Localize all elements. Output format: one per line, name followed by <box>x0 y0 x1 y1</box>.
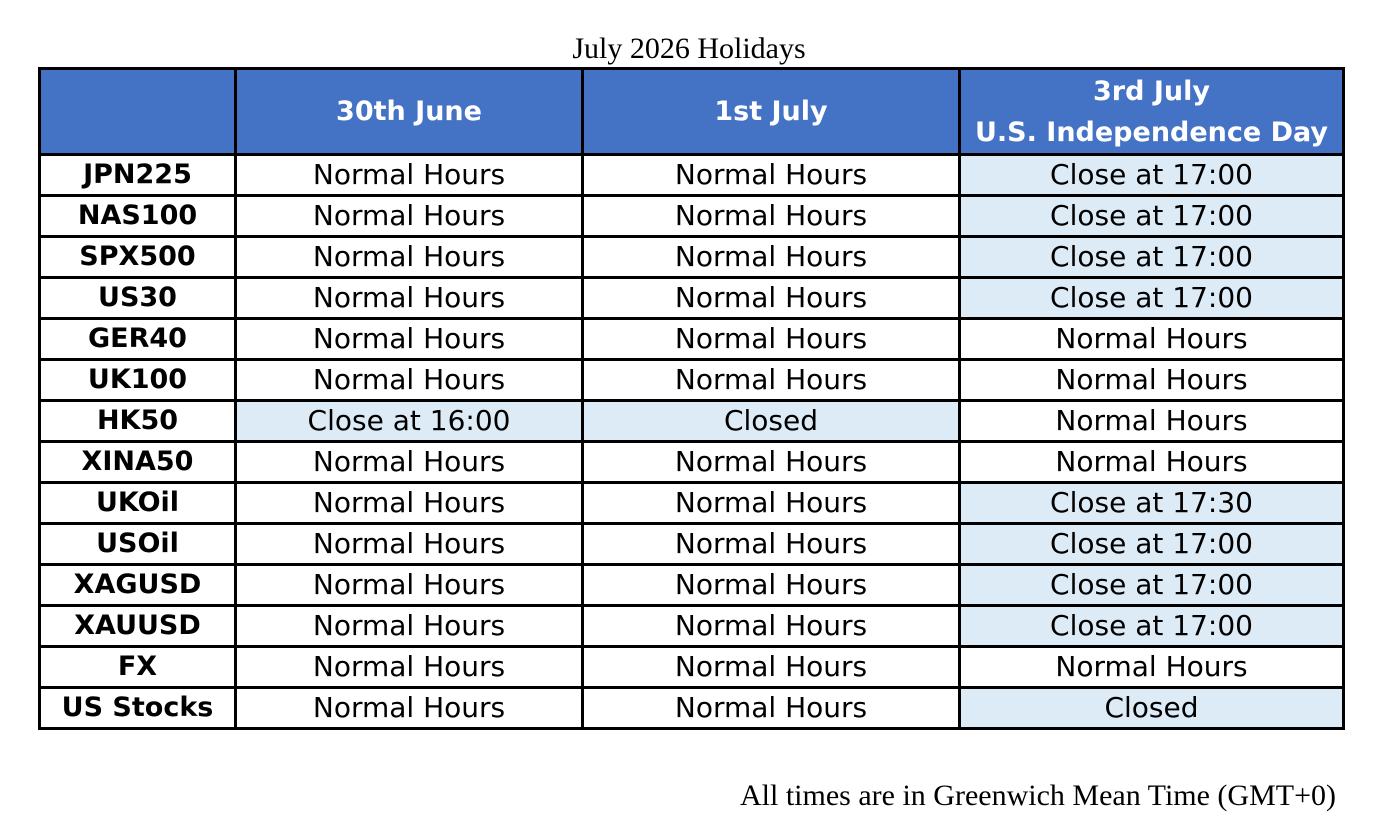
hours-cell-jul3: Normal Hours <box>960 442 1344 483</box>
table-row <box>40 647 1344 688</box>
instrument-name-cell: FX <box>40 647 236 688</box>
instrument-name-cell: UKOil <box>40 483 236 524</box>
hours-cell-jun30: Close at 16:00 <box>236 401 583 442</box>
hours-cell-jun30: Normal Hours <box>236 278 583 319</box>
hours-cell-jun30: Normal Hours <box>236 196 583 237</box>
hours-cell-jul3: Close at 17:00 <box>960 565 1344 606</box>
hours-cell-jun30: Normal Hours <box>236 237 583 278</box>
instrument-name-cell: XAUUSD <box>40 606 236 647</box>
header-3rd-july-holiday-name: U.S. Independence Day <box>974 116 1329 148</box>
header-1st-july: 1st July <box>583 69 960 155</box>
hours-cell-jun30: Normal Hours <box>236 606 583 647</box>
hours-cell-jul3: Close at 17:00 <box>960 524 1344 565</box>
hours-cell-jul1: Normal Hours <box>583 155 960 196</box>
instrument-name-cell: UK100 <box>40 360 236 401</box>
table-row <box>40 565 1344 606</box>
hours-cell-jul3: Close at 17:00 <box>960 606 1344 647</box>
instrument-name-cell: HK50 <box>40 401 236 442</box>
table-row <box>40 606 1344 647</box>
instrument-name-cell: JPN225 <box>40 155 236 196</box>
table-row <box>40 196 1344 237</box>
table-row <box>40 319 1344 360</box>
header-3rd-july-date: 3rd July <box>1093 75 1210 107</box>
hours-cell-jun30: Normal Hours <box>236 647 583 688</box>
table-body <box>40 155 1344 729</box>
header-row <box>40 69 1344 155</box>
instrument-name-cell: SPX500 <box>40 237 236 278</box>
instrument-name-cell: XAGUSD <box>40 565 236 606</box>
instrument-name-cell: XINA50 <box>40 442 236 483</box>
instrument-name-cell: NAS100 <box>40 196 236 237</box>
hours-cell-jul1: Normal Hours <box>583 319 960 360</box>
table-row <box>40 442 1344 483</box>
hours-cell-jul3: Normal Hours <box>960 647 1344 688</box>
hours-cell-jun30: Normal Hours <box>236 155 583 196</box>
table-row <box>40 401 1344 442</box>
table-row <box>40 360 1344 401</box>
hours-cell-jul1: Normal Hours <box>583 360 960 401</box>
table-row <box>40 688 1344 729</box>
hours-cell-jul1: Normal Hours <box>583 196 960 237</box>
hours-cell-jul1: Normal Hours <box>583 237 960 278</box>
hours-cell-jul3: Close at 17:00 <box>960 237 1344 278</box>
hours-cell-jul3: Closed <box>960 688 1344 729</box>
hours-cell-jul1: Closed <box>583 401 960 442</box>
hours-cell-jul1: Normal Hours <box>583 524 960 565</box>
hours-cell-jul1: Normal Hours <box>583 278 960 319</box>
hours-cell-jul3: Close at 17:00 <box>960 155 1344 196</box>
hours-cell-jul3: Normal Hours <box>960 401 1344 442</box>
table-row <box>40 483 1344 524</box>
header-3rd-july <box>960 69 1344 155</box>
table-row <box>40 524 1344 565</box>
hours-cell-jul1: Normal Hours <box>583 647 960 688</box>
hours-cell-jun30: Normal Hours <box>236 524 583 565</box>
timezone-footnote: All times are in Greenwich Mean Time (GMT+0) <box>740 779 1336 812</box>
hours-cell-jul1: Normal Hours <box>583 688 960 729</box>
table-row <box>40 155 1344 196</box>
table-row <box>40 237 1344 278</box>
hours-cell-jun30: Normal Hours <box>236 442 583 483</box>
hours-cell-jul3: Close at 17:00 <box>960 196 1344 237</box>
instrument-name-cell: US Stocks <box>40 688 236 729</box>
hours-cell-jul1: Normal Hours <box>583 442 960 483</box>
instrument-name-cell: US30 <box>40 278 236 319</box>
hours-cell-jul3: Close at 17:30 <box>960 483 1344 524</box>
hours-cell-jun30: Normal Hours <box>236 360 583 401</box>
hours-cell-jul3: Normal Hours <box>960 319 1344 360</box>
hours-cell-jun30: Normal Hours <box>236 688 583 729</box>
instrument-name-cell: GER40 <box>40 319 236 360</box>
hours-cell-jul3: Close at 17:00 <box>960 278 1344 319</box>
header-corner-cell <box>40 69 236 155</box>
hours-cell-jun30: Normal Hours <box>236 319 583 360</box>
header-30th-june: 30th June <box>236 69 583 155</box>
hours-cell-jul1: Normal Hours <box>583 606 960 647</box>
hours-cell-jun30: Normal Hours <box>236 483 583 524</box>
holiday-schedule-table <box>38 67 1345 730</box>
table-row <box>40 278 1344 319</box>
hours-cell-jun30: Normal Hours <box>236 565 583 606</box>
instrument-name-cell: USOil <box>40 524 236 565</box>
page-title: July 2026 Holidays <box>572 32 806 65</box>
hours-cell-jul1: Normal Hours <box>583 483 960 524</box>
hours-cell-jul1: Normal Hours <box>583 565 960 606</box>
hours-cell-jul3: Normal Hours <box>960 360 1344 401</box>
